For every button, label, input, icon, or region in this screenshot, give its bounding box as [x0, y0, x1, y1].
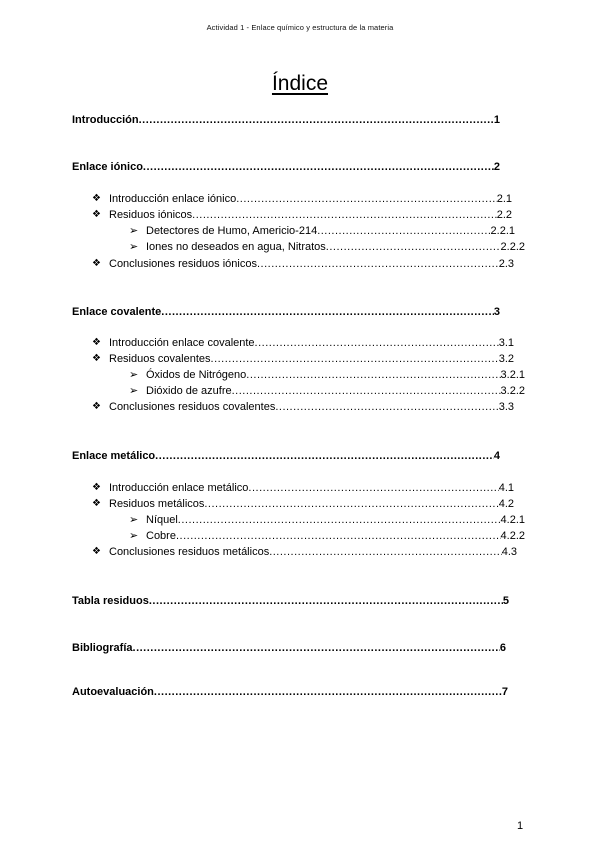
toc-subentry[interactable]: [109, 400, 514, 414]
toc-subsubentry-label: Cobre: [146, 530, 176, 542]
toc-subentry-page: 3.1: [498, 337, 514, 349]
toc-subsubentry-label: Detectores de Humo, Americio-214: [146, 225, 318, 237]
toc-entry-label: Introducción: [72, 114, 139, 126]
toc-entry-label: Autoevaluación: [72, 686, 154, 698]
diamond-bullet-icon: ❖: [92, 258, 101, 269]
leader-dots: [139, 113, 494, 127]
toc-subentry-label: Conclusiones residuos metálicos: [109, 546, 270, 558]
toc-subentry-label: Residuos metálicos: [109, 498, 205, 510]
toc-subsubentry[interactable]: [146, 529, 525, 543]
leader-dots: [257, 257, 499, 271]
arrowhead-bullet-icon: ➢: [129, 225, 139, 237]
toc-subentry-page: 4.3: [501, 546, 517, 558]
leader-dots: [143, 160, 494, 174]
diamond-bullet-icon: ❖: [92, 209, 101, 220]
toc-subentry[interactable]: [109, 192, 512, 206]
toc-subentry-label: Residuos iónicos: [109, 209, 193, 221]
leader-dots: [236, 192, 497, 206]
toc-subentry[interactable]: [109, 352, 514, 366]
toc-subentry-label: Conclusiones residuos iónicos: [109, 258, 257, 270]
leader-dots: [275, 400, 498, 414]
toc-subsubentry[interactable]: [146, 384, 525, 398]
arrowhead-bullet-icon: ➢: [129, 385, 139, 397]
toc-subentry-page: 4.2: [498, 498, 514, 510]
toc-subentry-page: 2.3: [498, 258, 514, 270]
toc-entry-page: 1: [493, 114, 500, 126]
toc-entry-page: 3: [493, 306, 500, 318]
toc-entry-page: 5: [502, 595, 509, 607]
toc-subsubentry-label: Óxidos de Nitrógeno: [146, 369, 247, 381]
leader-dots: [246, 368, 500, 382]
leader-dots: [211, 352, 499, 366]
toc-subentry-label: Introducción enlace covalente: [109, 337, 255, 349]
toc-subsubentry-page: 2.2.2: [500, 241, 525, 253]
toc-subentry-page: 4.1: [498, 482, 514, 494]
toc-subsubentry-page: 4.2.1: [500, 514, 525, 526]
leader-dots: [204, 497, 498, 511]
toc-subentry-page: 3.3: [498, 401, 514, 413]
toc-entry-bibliografia[interactable]: [72, 641, 506, 655]
diamond-bullet-icon: ❖: [92, 546, 101, 557]
toc-entry-tabla-residuos[interactable]: [72, 594, 509, 608]
toc-subentry-label: Introducción enlace metálico: [109, 482, 249, 494]
toc-subentry[interactable]: [109, 481, 514, 495]
page-number: 1: [517, 820, 524, 832]
leader-dots: [155, 449, 494, 463]
toc-entry-page: 6: [499, 642, 506, 654]
toc-subsubentry-page: 4.2.2: [500, 530, 525, 542]
toc-subsubentry-label: Níquel: [146, 514, 178, 526]
toc-entry-label: Enlace metálico: [72, 450, 156, 462]
toc-entry-enlace-metalico[interactable]: [72, 449, 500, 463]
arrowhead-bullet-icon: ➢: [129, 514, 139, 526]
toc-subentry-label: Introducción enlace iónico: [109, 193, 237, 205]
toc-subsubentry-label: Iones no deseados en agua, Nitratos: [146, 241, 326, 253]
diamond-bullet-icon: ❖: [92, 401, 101, 412]
toc-subsubentry[interactable]: [146, 368, 525, 382]
diamond-bullet-icon: ❖: [92, 482, 101, 493]
leader-dots: [149, 594, 503, 608]
toc-subsubentry-label: Dióxido de azufre: [146, 385, 232, 397]
toc-entry-page: 4: [493, 450, 500, 462]
leader-dots: [192, 208, 497, 222]
toc-subentry-label: Residuos covalentes: [109, 353, 211, 365]
toc-subsubentry-page: 2.2.1: [490, 225, 515, 237]
leader-dots: [161, 305, 494, 319]
toc-subsubentry[interactable]: [146, 224, 515, 238]
diamond-bullet-icon: ❖: [92, 193, 101, 204]
toc-entry-page: 2: [493, 161, 500, 173]
arrowhead-bullet-icon: ➢: [129, 369, 139, 381]
toc-entry-enlace-covalente[interactable]: [72, 305, 500, 319]
page-title: Índice: [271, 72, 329, 95]
leader-dots: [133, 641, 500, 655]
arrowhead-bullet-icon: ➢: [129, 241, 139, 253]
leader-dots: [255, 336, 499, 350]
toc-entry-label: Enlace covalente: [72, 306, 162, 318]
toc-subentry[interactable]: [109, 336, 514, 350]
toc-entry-introduccion[interactable]: [72, 113, 500, 127]
toc-subentry[interactable]: [109, 257, 514, 271]
toc-entry-label: Bibliografía: [72, 642, 133, 654]
leader-dots: [248, 481, 498, 495]
toc-subentry-label: Conclusiones residuos covalentes: [109, 401, 276, 413]
toc-entry-autoevaluacion[interactable]: [72, 685, 508, 699]
toc-subsubentry-page: 3.2.2: [500, 385, 525, 397]
leader-dots: [176, 529, 501, 543]
toc-subentry[interactable]: [109, 545, 517, 559]
toc-subsubentry[interactable]: [146, 240, 525, 254]
toc-subentry-page: 2.1: [496, 193, 512, 205]
leader-dots: [326, 240, 501, 254]
toc-entry-label: Enlace iónico: [72, 161, 143, 173]
diamond-bullet-icon: ❖: [92, 498, 101, 509]
leader-dots: [178, 513, 501, 527]
leader-dots: [232, 384, 501, 398]
toc-subentry[interactable]: [109, 497, 514, 511]
diamond-bullet-icon: ❖: [92, 337, 101, 348]
arrowhead-bullet-icon: ➢: [129, 530, 139, 542]
toc-entry-page: 7: [501, 686, 508, 698]
toc-subentry-page: 2.2: [496, 209, 512, 221]
toc-subentry-page: 3.2: [498, 353, 514, 365]
leader-dots: [269, 545, 502, 559]
toc-subentry[interactable]: [109, 208, 512, 222]
leader-dots: [154, 685, 502, 699]
leader-dots: [317, 224, 490, 238]
toc-subsubentry-page: 3.2.1: [500, 369, 525, 381]
page-header: Actividad 1 - Enlace químico y estructura de la materia: [206, 23, 394, 32]
toc-subsubentry[interactable]: [146, 513, 525, 527]
toc-entry-enlace-ionico[interactable]: [72, 160, 500, 174]
diamond-bullet-icon: ❖: [92, 353, 101, 364]
toc-entry-label: Tabla residuos: [72, 595, 149, 607]
